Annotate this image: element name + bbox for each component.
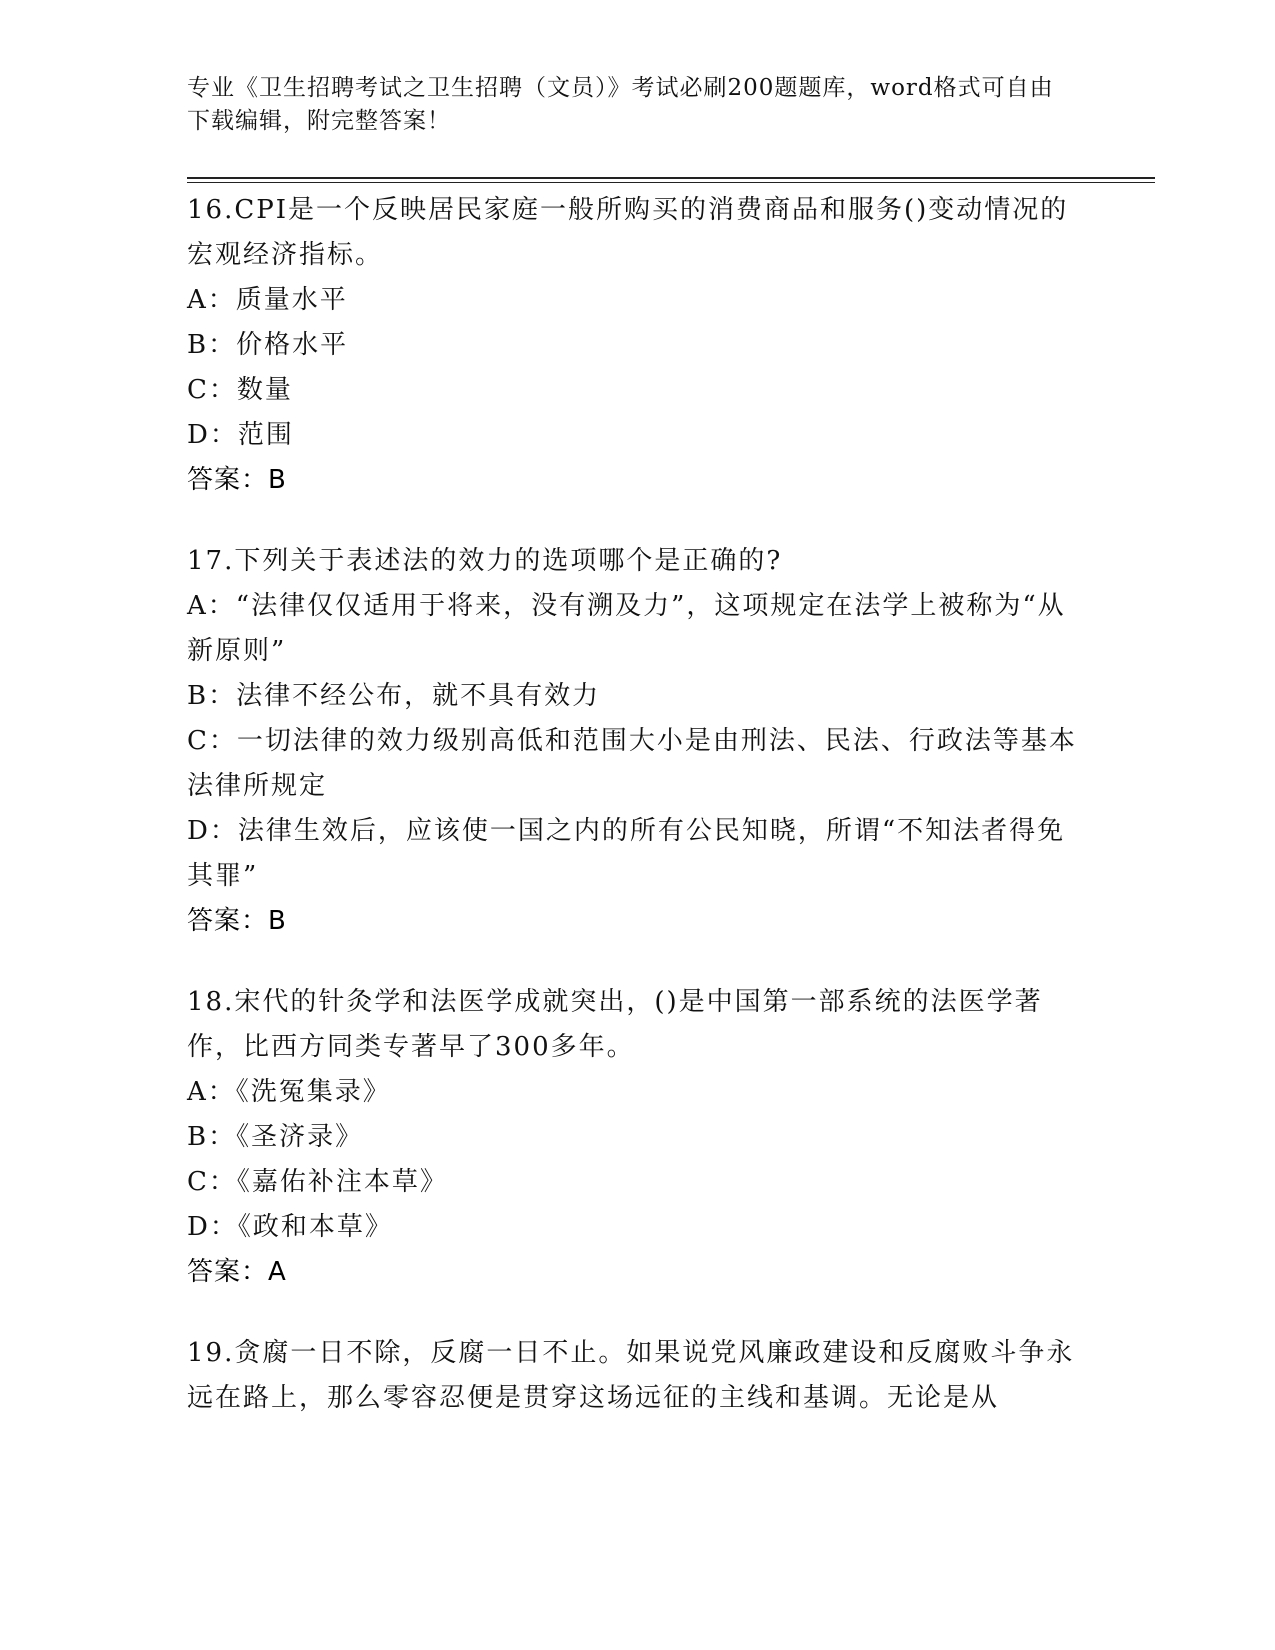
question-18 — [187, 980, 1087, 1295]
question-stem: 17.下列关于表述法的效力的选项哪个是正确的? — [187, 546, 783, 576]
question-stem: 19.贪腐一日不除，反腐一日不止。如果说党风廉政建设和反腐败斗争永远在路上，那么零容忍便是贯穿这场远征的主线和基调。无论是从 — [187, 1338, 1075, 1413]
option-d: D：法律生效后，应该使一国之内的所有公民知晓，所谓“不知法者得免其罪” — [187, 816, 1066, 891]
option-c: C：一切法律的效力级别高低和范围大小是由刑法、民法、行政法等基本法律所规定 — [187, 726, 1077, 801]
document-header: 专业《卫生招聘考试之卫生招聘（文员）》考试必刷200题题库，word格式可自由下载编辑，附完整答案！ — [187, 75, 1054, 134]
option-c: C：《嘉佑补注本草》 — [187, 1167, 448, 1197]
question-list — [187, 188, 1087, 1457]
question-17 — [187, 539, 1087, 944]
option-d: D：《政和本草》 — [187, 1212, 393, 1242]
option-b: B：法律不经公布，就不具有效力 — [187, 681, 601, 711]
option-a: A：质量水平 — [187, 285, 348, 315]
option-a: A：《洗冤集录》 — [187, 1077, 391, 1107]
question-stem: 18.宋代的针灸学和法医学成就突出，()是中国第一部系统的法医学著作，比西方同类专著早了300多年。 — [187, 987, 1043, 1062]
answer-label: 答案：A — [187, 1257, 287, 1287]
question-16 — [187, 188, 1087, 503]
answer-label: 答案：B — [187, 906, 287, 936]
option-d: D：范围 — [187, 420, 294, 450]
question-stem: 16.CPI是一个反映居民家庭一般所购买的消费商品和服务()变动情况的宏观经济指标。 — [187, 195, 1069, 270]
option-c: C：数量 — [187, 375, 293, 405]
option-b: B：《圣济录》 — [187, 1122, 364, 1152]
answer-label: 答案：B — [187, 465, 287, 495]
header-divider — [187, 177, 1155, 183]
option-b: B：价格水平 — [187, 330, 349, 360]
question-19 — [187, 1331, 1087, 1421]
option-a: A：“法律仅仅适用于将来，没有溯及力”，这项规定在法学上被称为“从新原则” — [187, 591, 1066, 666]
